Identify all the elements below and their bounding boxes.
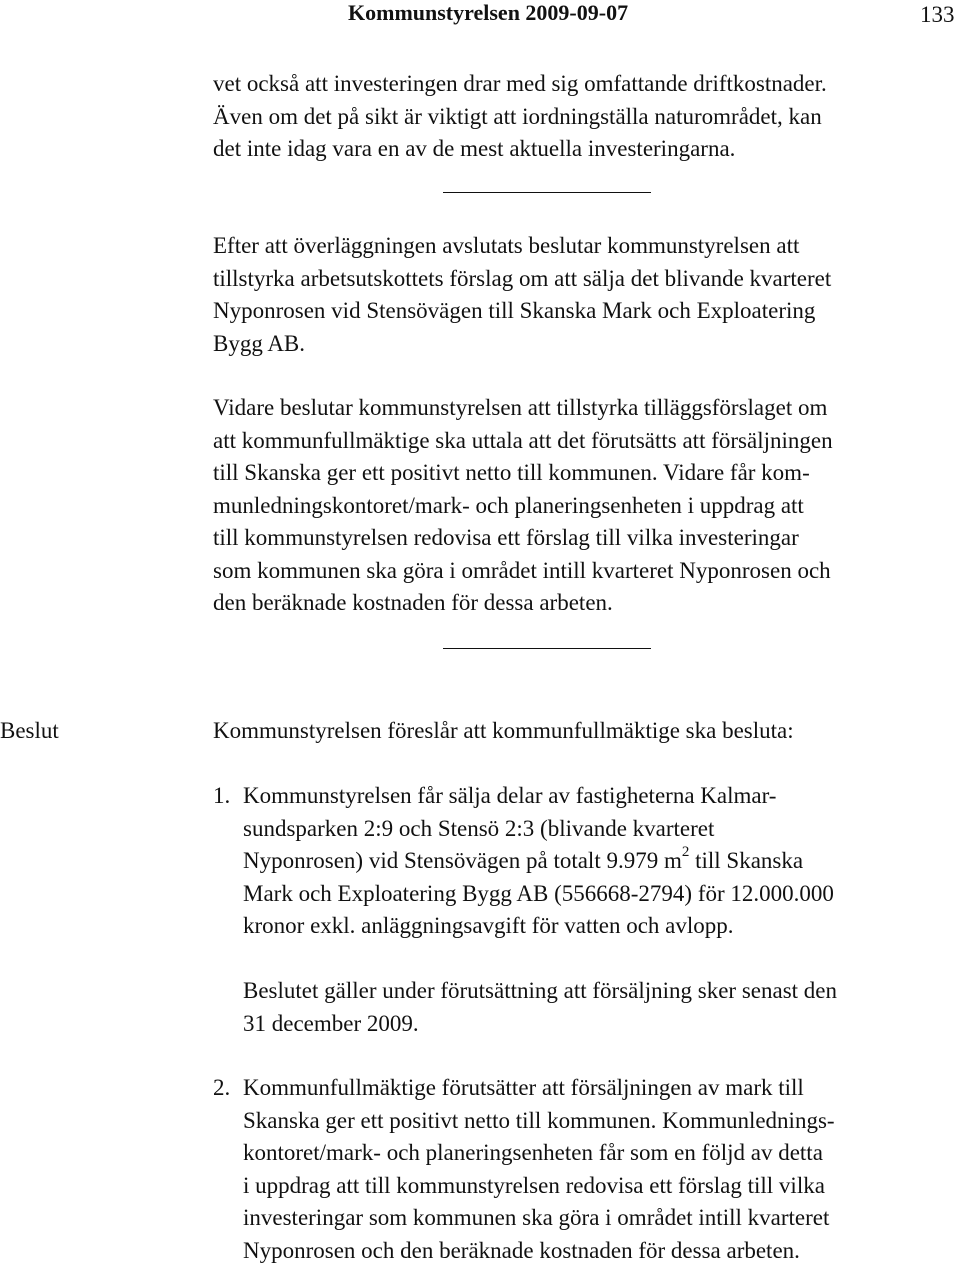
paragraph-line: att kommunfullmäktige ska uttala att det förutsätts att försäljningen [213, 425, 833, 458]
paragraph-line: munledningskontoret/mark- och planeringsenheten i uppdrag att [213, 490, 804, 523]
beslut-intro: Kommunstyrelsen föreslår att kommunfullmäktige ska besluta: [213, 715, 794, 748]
list-item-line: Skanska ger ett positivt netto till kommunen. Kommunlednings- [243, 1105, 835, 1138]
list-item-text: Nyponrosen) vid Stensövägen på totalt 9.979 m [243, 848, 682, 873]
paragraph-line: Bygg AB. [213, 328, 305, 361]
paragraph-line: tillstyrka arbetsutskottets förslag om att sälja det blivande kvarteret [213, 263, 831, 296]
paragraph-line: Efter att överläggningen avslutats beslutar kommunstyrelsen att [213, 230, 799, 263]
paragraph-line: till Skanska ger ett positivt netto till kommunen. Vidare får kom- [213, 457, 810, 490]
paragraph-line: det inte idag vara en av de mest aktuella investeringarna. [213, 133, 735, 166]
section-divider [443, 192, 651, 193]
list-item-line: investeringar som kommunen ska göra i området intill kvarteret [243, 1202, 829, 1235]
paragraph-line: den beräknade kostnaden för dessa arbeten. [213, 587, 613, 620]
list-item-note-line: 31 december 2009. [243, 1008, 419, 1041]
list-item-line: Kommunstyrelsen får sälja delar av fastigheterna Kalmar- [243, 780, 776, 813]
list-item-number: 1. [213, 780, 230, 813]
paragraph-line: som kommunen ska göra i området intill kvarteret Nyponrosen och [213, 555, 831, 588]
list-item-line: Nyponrosen och den beräknade kostnaden för dessa arbeten. [243, 1235, 800, 1267]
superscript: 2 [682, 844, 690, 860]
list-item-line: Mark och Exploatering Bygg AB (556668-2794) för 12.000.000 [243, 878, 834, 911]
list-item-note-line: Beslutet gäller under förutsättning att försäljning sker senast den [243, 975, 837, 1008]
list-item-line: sundsparken 2:9 och Stensö 2:3 (blivande kvarteret [243, 813, 714, 846]
section-divider [443, 648, 651, 649]
page-header-title: Kommunstyrelsen 2009-09-07 [348, 0, 628, 26]
paragraph-line: Nyponrosen vid Stensövägen till Skanska Mark och Exploatering [213, 295, 815, 328]
list-item-line: kontoret/mark- och planeringsenheten får som en följd av detta [243, 1137, 823, 1170]
list-item-line: Kommunfullmäktige förutsätter att försäljningen av mark till [243, 1072, 804, 1105]
beslut-label: Beslut [0, 715, 59, 748]
list-item-text: till Skanska [689, 848, 803, 873]
paragraph-line: Även om det på sikt är viktigt att iordningställa naturområdet, kan [213, 101, 822, 134]
list-item-number: 2. [213, 1072, 230, 1105]
page-number: 133 [920, 2, 955, 28]
list-item-line [243, 845, 803, 878]
list-item-line: kronor exkl. anläggningsavgift för vatten och avlopp. [243, 910, 734, 943]
paragraph-line: till kommunstyrelsen redovisa ett förslag till vilka investeringar [213, 522, 799, 555]
paragraph-line: vet också att investeringen drar med sig omfattande driftkostnader. [213, 68, 827, 101]
paragraph-line: Vidare beslutar kommunstyrelsen att tillstyrka tilläggsförslaget om [213, 392, 827, 425]
list-item-line: i uppdrag att till kommunstyrelsen redovisa ett förslag till vilka [243, 1170, 825, 1203]
